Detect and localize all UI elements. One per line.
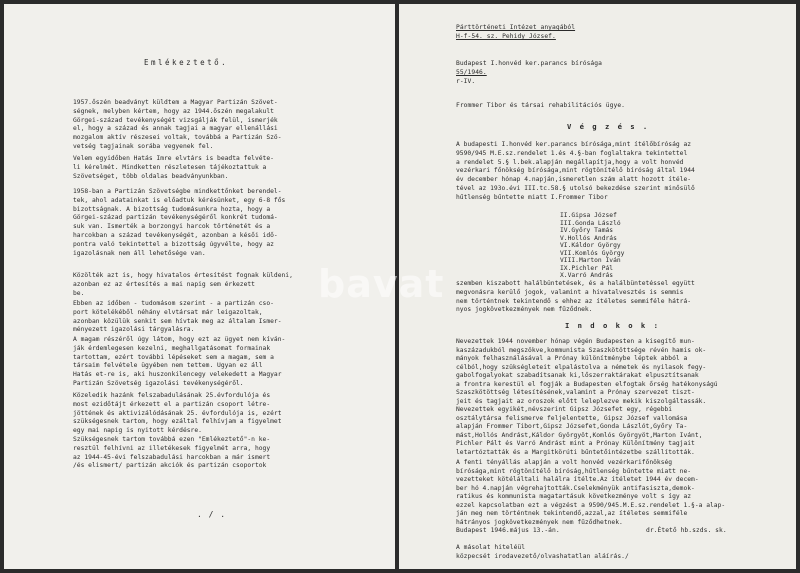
text-line: jöttének és aktivizálódásának 25. évfordulója is, ezért — [73, 409, 282, 417]
verdict-outro — [456, 280, 695, 315]
page-end-mark: . / . — [197, 510, 227, 519]
memo-paragraph — [73, 436, 270, 471]
text-line: 1957.őszén beadványt küldtem a Magyar Partizán Szövet- — [73, 99, 278, 106]
text-line: ják érdemlegesen kezelni, meghallgatásomat formainak — [73, 344, 271, 352]
right-document-page — [399, 4, 796, 569]
text-line: 9590/945 M.E.sz.rendelet 1.és 4.§-ban foglaltakra tekintettel — [456, 149, 688, 157]
text-line: a rendelet 5.§ l.bek.alapján megállapítja,hogy a volt honvéd — [456, 158, 684, 166]
text-line: tartottam, ezért további lépéseket sem a magam, sem a — [73, 353, 274, 361]
text-line: nyos jogkövetkezmények nem fűződnek. — [456, 306, 593, 314]
defendant-list — [560, 212, 624, 280]
text-line: A budapesti I.honvéd ker.parancs bírósága,mint ítélőbíróság az — [456, 141, 692, 148]
text-line: /és elismert/ partizán akciók és partizán csoportok — [73, 462, 267, 470]
text-line: azonban közülük senkit sem hívtak meg az általam Ismer- — [73, 317, 282, 325]
text-line: vezetteket kötéláltali halálra ítélte.Az ítéletet 1944 év decem- — [456, 476, 699, 483]
text-line: ber hó 4.napján végrehajtották.Cselekményük antifasiszta,demok- — [456, 484, 695, 492]
reasons-paragraph-1 — [456, 338, 718, 457]
memo-paragraph — [73, 392, 282, 436]
text-line: alapján Frommer Tibort,Gipsz Józsefet,Gonda Lászlót,Győry Ta- — [456, 423, 688, 430]
text-line: mást,Hollós Andrást,Káldor Györgyöt,Komlós Györgyöt,Marton Ivánt, — [456, 431, 703, 439]
text-line: ezzel kapcsolatban ezt a végzést a 9590/945.M.E.sz.rendelet 1.§-a alap- — [456, 501, 726, 509]
text-line: célból,hogy szükségleteit elpalástolva a németek és nyilasok fegy- — [456, 363, 707, 371]
text-line: Közölték azt is, hogy hivatalos értesítést fognak küldeni, — [73, 272, 293, 279]
text-line: VII.Komlós György — [560, 249, 625, 257]
text-line: V.Hollós András — [560, 234, 617, 242]
text-line: társaim felvétele ügyében nem tettem. Ugyan ez áll — [73, 362, 263, 370]
text-line: Görgei-század tevékenységét vizsgálják felül, ismerjék — [73, 116, 278, 124]
text-line: III.Gonda László — [560, 219, 621, 227]
text-line: szükségesnek tartom, hogy ezáltal felhívjam a figyelmet — [73, 418, 282, 426]
text-line: Görgei-század partizán tevékenységéről konkrét tudomá- — [73, 214, 278, 222]
text-line: port kötelékéből néhány elvtársat már leigazoltak, — [73, 308, 263, 316]
text-line: a frontra kerestül el fogják a Budapesten elfogtak őrség hatékonyságú — [456, 380, 718, 388]
memo-paragraph — [73, 336, 285, 389]
case-section: r-IV. — [456, 78, 476, 85]
text-line: Ebben az időben - tudomásom szerint - a partizán cso- — [73, 300, 274, 307]
memo-paragraph — [73, 300, 282, 335]
signature: dr.Étető hb.szds. sk. — [646, 527, 727, 534]
text-line: az 1944-45-évi felszabadulási harcokban a már ismert — [73, 453, 271, 461]
memo-paragraph — [73, 188, 285, 258]
text-line: vezérkari főnökség bírósága,mint rögtönítélő bíróság által 1944 — [456, 167, 695, 175]
text-line: osztálytársa felismerve feljelentette, Gipsz József vallomása — [456, 414, 688, 422]
text-line: mozgalom aktív részesei voltak, továbbá a Partizán Szö- — [73, 134, 282, 142]
memo-paragraph — [73, 155, 274, 181]
verdict-heading: V é g z é s . — [567, 122, 650, 131]
text-line: Közeledik hazánk felszabadulásának 25.évfordulója és — [73, 392, 271, 399]
text-line: bírósága,mint rögtönítélő bíróság,hűtlenség bűntette miatt ne- — [456, 467, 692, 475]
verdict-intro — [456, 141, 695, 203]
text-line: Szükségesnek tartom továbbá ezen "Emlékeztető"-n ke- — [73, 436, 271, 443]
text-line: Partizán Szövetség igazolási tevékenységéről. — [73, 379, 244, 387]
text-line: ján meg nem történtnek tekintendő,azzal,az ítéletes semmiféle — [456, 510, 688, 517]
case-number: 55/1946. — [456, 69, 487, 76]
text-line: most ezidőtájt érkezett el a partizán csoport létre- — [73, 400, 271, 408]
text-line: ségnek, melyben kértem, hogy az 1944.őszén megalakult — [73, 107, 274, 115]
memo-paragraph — [73, 272, 293, 298]
text-line: hátrányos jogkövetkezmények nem fűződhetnek. — [456, 518, 623, 526]
court-name: Budapest I.honvéd ker.parancs bírósága — [456, 60, 602, 67]
text-line: resztül felhívni az illetékesek figyelmét arra, hogy — [73, 444, 271, 452]
text-line: vetség tagjainak sorába vegyenek fel. — [73, 142, 214, 150]
text-line: tével az 193o.évi III.tc.58.§ utolsó bekezdése szerint minősülő — [456, 184, 695, 192]
text-line: X.Varró András — [560, 272, 614, 279]
text-line: szemben kiszabott halálbüntetések, és a halálbüntetéssel együtt — [456, 280, 695, 287]
text-line: Szaszkötöttség létesítésének,valamint a Prónay szervezet tiszt- — [456, 389, 695, 396]
text-line: gabolfogalyokat szabadítsanak ki,lőszerraktárakat elpusztítsanak — [456, 372, 699, 379]
text-line: bizottságnak. A bizottság tudomásunkra hozta, hogy a — [73, 205, 271, 213]
date-line: Budapest 1946.május 13.-án. — [456, 527, 560, 534]
text-line: A magam részéről úgy látom, hogy ezt az ügyet nem kíván- — [73, 336, 286, 343]
text-line: suk van. Ismerték a borzongyi harcok történetét és a — [73, 223, 271, 231]
watermark: bavat — [318, 262, 445, 306]
text-line: harcokban a század tevékenységét, azonban a késői idő- — [73, 231, 278, 239]
text-line: Szövetséget, több oldalas beadványunkban. — [73, 172, 229, 180]
memo-title: Emlékeztető. — [144, 58, 229, 67]
text-line: tek, ahol adatainkat is előadtuk kérésünket, egy 6-8 fős — [73, 196, 286, 204]
text-line: IX.Pichler Pál — [560, 264, 614, 272]
text-line: Nevezettek egyikét,névszerint Gipsz Józsefet egy, régebbi — [456, 406, 673, 413]
source-header-2: H-f-54. sz. Pehidy József. — [456, 33, 556, 40]
text-line: be. — [73, 289, 85, 297]
certification-line-1: A másolat hiteléül — [456, 544, 526, 551]
reasons-paragraph-2 — [456, 459, 725, 527]
text-line: azonban ez az értesítés a mai napig sem érkezett — [73, 280, 255, 288]
text-line: Pichler Pált és Varró Andrást mint a Prónay Különítmény tagjait — [456, 440, 695, 447]
memo-paragraph — [73, 99, 282, 152]
text-line: ratikus és kommunista magatartásuk következménye volt s így az — [456, 493, 692, 500]
reasons-heading: I n d o k o k : — [565, 321, 660, 330]
text-line: VIII.Marton Iván — [560, 257, 621, 264]
text-line: letartóztatták és a Margitkörúti bűntetőintézetbe szállították. — [456, 448, 695, 456]
text-line: kaszázadukból megszökve,kommunista Szaszkötöttsége révén hamis ok- — [456, 346, 707, 354]
text-line: hűtlenség bűntette miatt I.Frommer Tibor — [456, 193, 608, 201]
text-line: megvonásra kerülő jogok, valamint a hivatalvesztés is semmis — [456, 288, 684, 296]
text-line: A fenti tényállás alapján a volt honvéd vezérkarifőnökség — [456, 459, 673, 466]
text-line: nem történtnek tekintendő s ehhez az ítéletes semmiféle hátrá- — [456, 297, 692, 305]
text-line: év december hónap 4.napján,ismeretlen szám alatt hozott ítéle- — [456, 176, 692, 184]
text-line: II.Gipsa József — [560, 212, 617, 219]
text-line: igazolásnak nem áll lehetősége van. — [73, 249, 206, 257]
text-line: el, hogy a század és annak tagjai a magyar ellenállási — [73, 125, 278, 133]
text-line: IV.Győry Tamás — [560, 227, 614, 234]
case-title: Frommer Tibor és társai rehabilitációs ügye. — [456, 102, 626, 109]
text-line: 1958-ban a Partizán Szövetségbe mindkettőnket berendel- — [73, 188, 282, 195]
text-line: mányok felhasználásával a Prónay különítménybe léptek abból a — [456, 355, 688, 362]
text-line: ményezett igazolási tárgyalásra. — [73, 326, 195, 334]
certification-line-2: közpecsét irodavezető/olvashatatlan aláírás./ — [456, 553, 629, 560]
source-header-1: Párttörténeti Intézet anyagából — [456, 24, 576, 31]
text-line: Nevezettek 1944 november hónap végén Budapesten a kisegítő mun- — [456, 338, 695, 345]
text-line: egy mai napig is nyitott kérdésre. — [73, 427, 202, 435]
text-line: jeit és tagjait az oroszok előtt leleplezve mekik kiszolgáltassák. — [456, 397, 707, 405]
text-line: Velem egyidőben Hatás Imre elvtárs is beadta felvéte- — [73, 155, 274, 162]
text-line: VI.Káldor György — [560, 242, 621, 249]
text-line: Hatás et-re is, aki huszonkilencegy velekedett a Magyar — [73, 371, 282, 379]
text-line: li kérelmét. Mindketten részletesen tájékoztattuk a — [73, 163, 267, 171]
text-line: pontra való tekintettel a bizottság úgyvélte, hogy az — [73, 240, 274, 248]
